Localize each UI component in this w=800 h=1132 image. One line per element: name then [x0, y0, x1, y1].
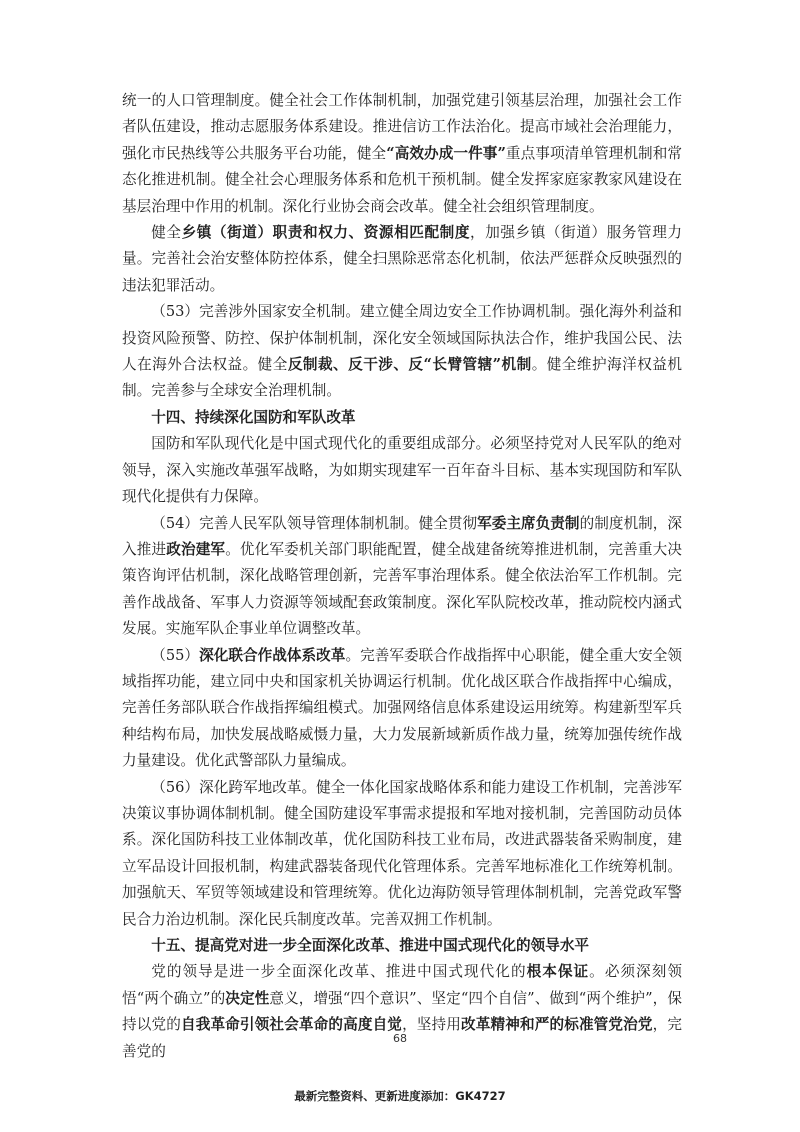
- bold-text: 改革精神和严的标准管党治党: [461, 1016, 653, 1034]
- paragraph: [122, 299, 682, 405]
- text-run: （56）深化跨军地改革。健全一体化国家战略体系和能力建设工作机制，完善涉军决策议事协调体制机制。健全国防建设军事需求提报和军地对接机制，完善国防动员体系。深化国防科技工业体制改革，优化国防科技工业布局，改进武器装备采购制度，建立军品设计回报机制，构建武器装备现代化管理体系。完善军地标准化工作统筹机制。加强航天、军贸等领域建设和管理统筹。优化边海防领导管理体制机制，完善党政军警民合力治边机制。深化民兵制度改革。完善双拥工作机制。: [122, 778, 682, 928]
- paragraph: [122, 643, 682, 775]
- text-run: 重点事项清单管理机制和常态化推进机制。健全社会心理服务体系和危机干预机制。健全发挥家庭家教家风建设在基层治理中作用的机制。深化行业协会商会改革。健全社会组织管理制度。: [122, 144, 682, 215]
- text-run: 十五、提高党对进一步全面深化改革、推进中国式现代化的领导水平: [151, 937, 590, 954]
- text-run: 意义，增强“四个意识”、坚定“四个自信”、做到“两个维护”，保持以党的: [122, 989, 682, 1034]
- text-run: 。优化军委机关部门职能配置，健全战建备统筹推进机制，完善重大决策咨询评估机制，深化战略管理创新，完善军事治理体系。健全依法治军工作机制。完善作战战备、军事人力资源等领域配套政策制度。深化军队院校改革，推动院校内涵式发展。实施军队企事业单位调整改革。: [122, 540, 682, 638]
- footer-note: 最新完整资料、更新进度添加：GK4727: [294, 1089, 506, 1103]
- section-heading: [122, 405, 682, 431]
- text-run: ，加强乡镇（街道）服务管理力量。完善社会治安整体防控体系，健全扫黑除恶常态化机制，依法严惩群众反映强烈的违法犯罪活动。: [122, 224, 682, 294]
- text-run: 统一的人口管理制度。健全社会工作体制机制，加强党建引领基层治理，加强社会工作者队伍建设，推动志愿服务体系建设。推进信访工作法治化。提高市域社会治理能力，强化市民热线等公共服务平台功能，健全: [122, 92, 682, 162]
- paragraph: [122, 959, 682, 1065]
- text-run: ，完善党的: [122, 1016, 682, 1060]
- bold-text: 乡镇（街道）职责和权力、资源相匹配制度: [181, 224, 471, 242]
- bold-text: 反制裁、反干涉、反“长臂管辖”机制: [287, 356, 532, 374]
- section-heading: [122, 933, 682, 959]
- bold-text: 深化联合作战体系改革: [199, 646, 346, 664]
- text-run: （54）完善人民军队领导管理体制机制。健全贯彻: [151, 514, 478, 532]
- text-run: ，坚持用: [402, 1016, 462, 1034]
- paragraph: [122, 775, 682, 933]
- text-run: 十四、持续深化国防和军队改革: [151, 408, 356, 426]
- page-number: 68: [393, 1032, 407, 1045]
- text-run: 党的领导是进一步全面深化改革、推进中国式现代化的: [151, 963, 527, 981]
- text-run: 的制度机制，深入推进: [122, 514, 682, 558]
- text-run: （53）完善涉外国家安全机制。建立健全周边安全工作协调机制。强化海外利益和投资风险预警、防控、保护体制机制，深化安全领域国际执法合作，维护我国公民、法人在海外合法权益。健全: [122, 303, 682, 374]
- paragraph: [122, 220, 682, 299]
- text-run: 健全: [151, 224, 182, 242]
- bold-text: 决定性: [225, 989, 270, 1007]
- bold-text: 根本保证: [526, 963, 590, 981]
- paragraph: [122, 511, 682, 643]
- text-run: （55）: [151, 646, 200, 664]
- text-run: 。健全维护海洋权益机制。完善参与全球安全治理机制。: [122, 356, 682, 400]
- text-run: 国防和军队现代化是中国式现代化的重要组成部分。必须坚持党对人民军队的绝对领导，深入实施改革强军战略，为如期实现建军一百年奋斗目标、基本实现国防和军队现代化提供有力保障。: [122, 435, 682, 506]
- paragraph: [122, 431, 682, 510]
- bold-text: 自我革命引领社会革命的高度自觉: [180, 1016, 403, 1034]
- bold-text: “高效办成一件事”: [386, 144, 506, 162]
- document-body: [122, 88, 682, 1065]
- bold-text: 政治建军: [166, 540, 226, 558]
- bold-text: 军委主席负责制: [477, 514, 580, 532]
- text-run: 。完善军委联合作战指挥中心职能，健全重大安全领域指挥功能，建立同中央和国家机关协调运行机制。优化战区联合作战指挥中心编成，完善任务部队联合作战指挥编组模式。加强网络信息体系建设运用统筹。构建新型军兵种结构布局，加快发展战略威慑力量，大力发展新域新质作战力量，统筹加强传统作战力量建设。优化武警部队力量编成。: [122, 646, 682, 770]
- text-run: 。必须深刻领悟“两个确立”的: [122, 963, 682, 1007]
- paragraph: [122, 88, 682, 220]
